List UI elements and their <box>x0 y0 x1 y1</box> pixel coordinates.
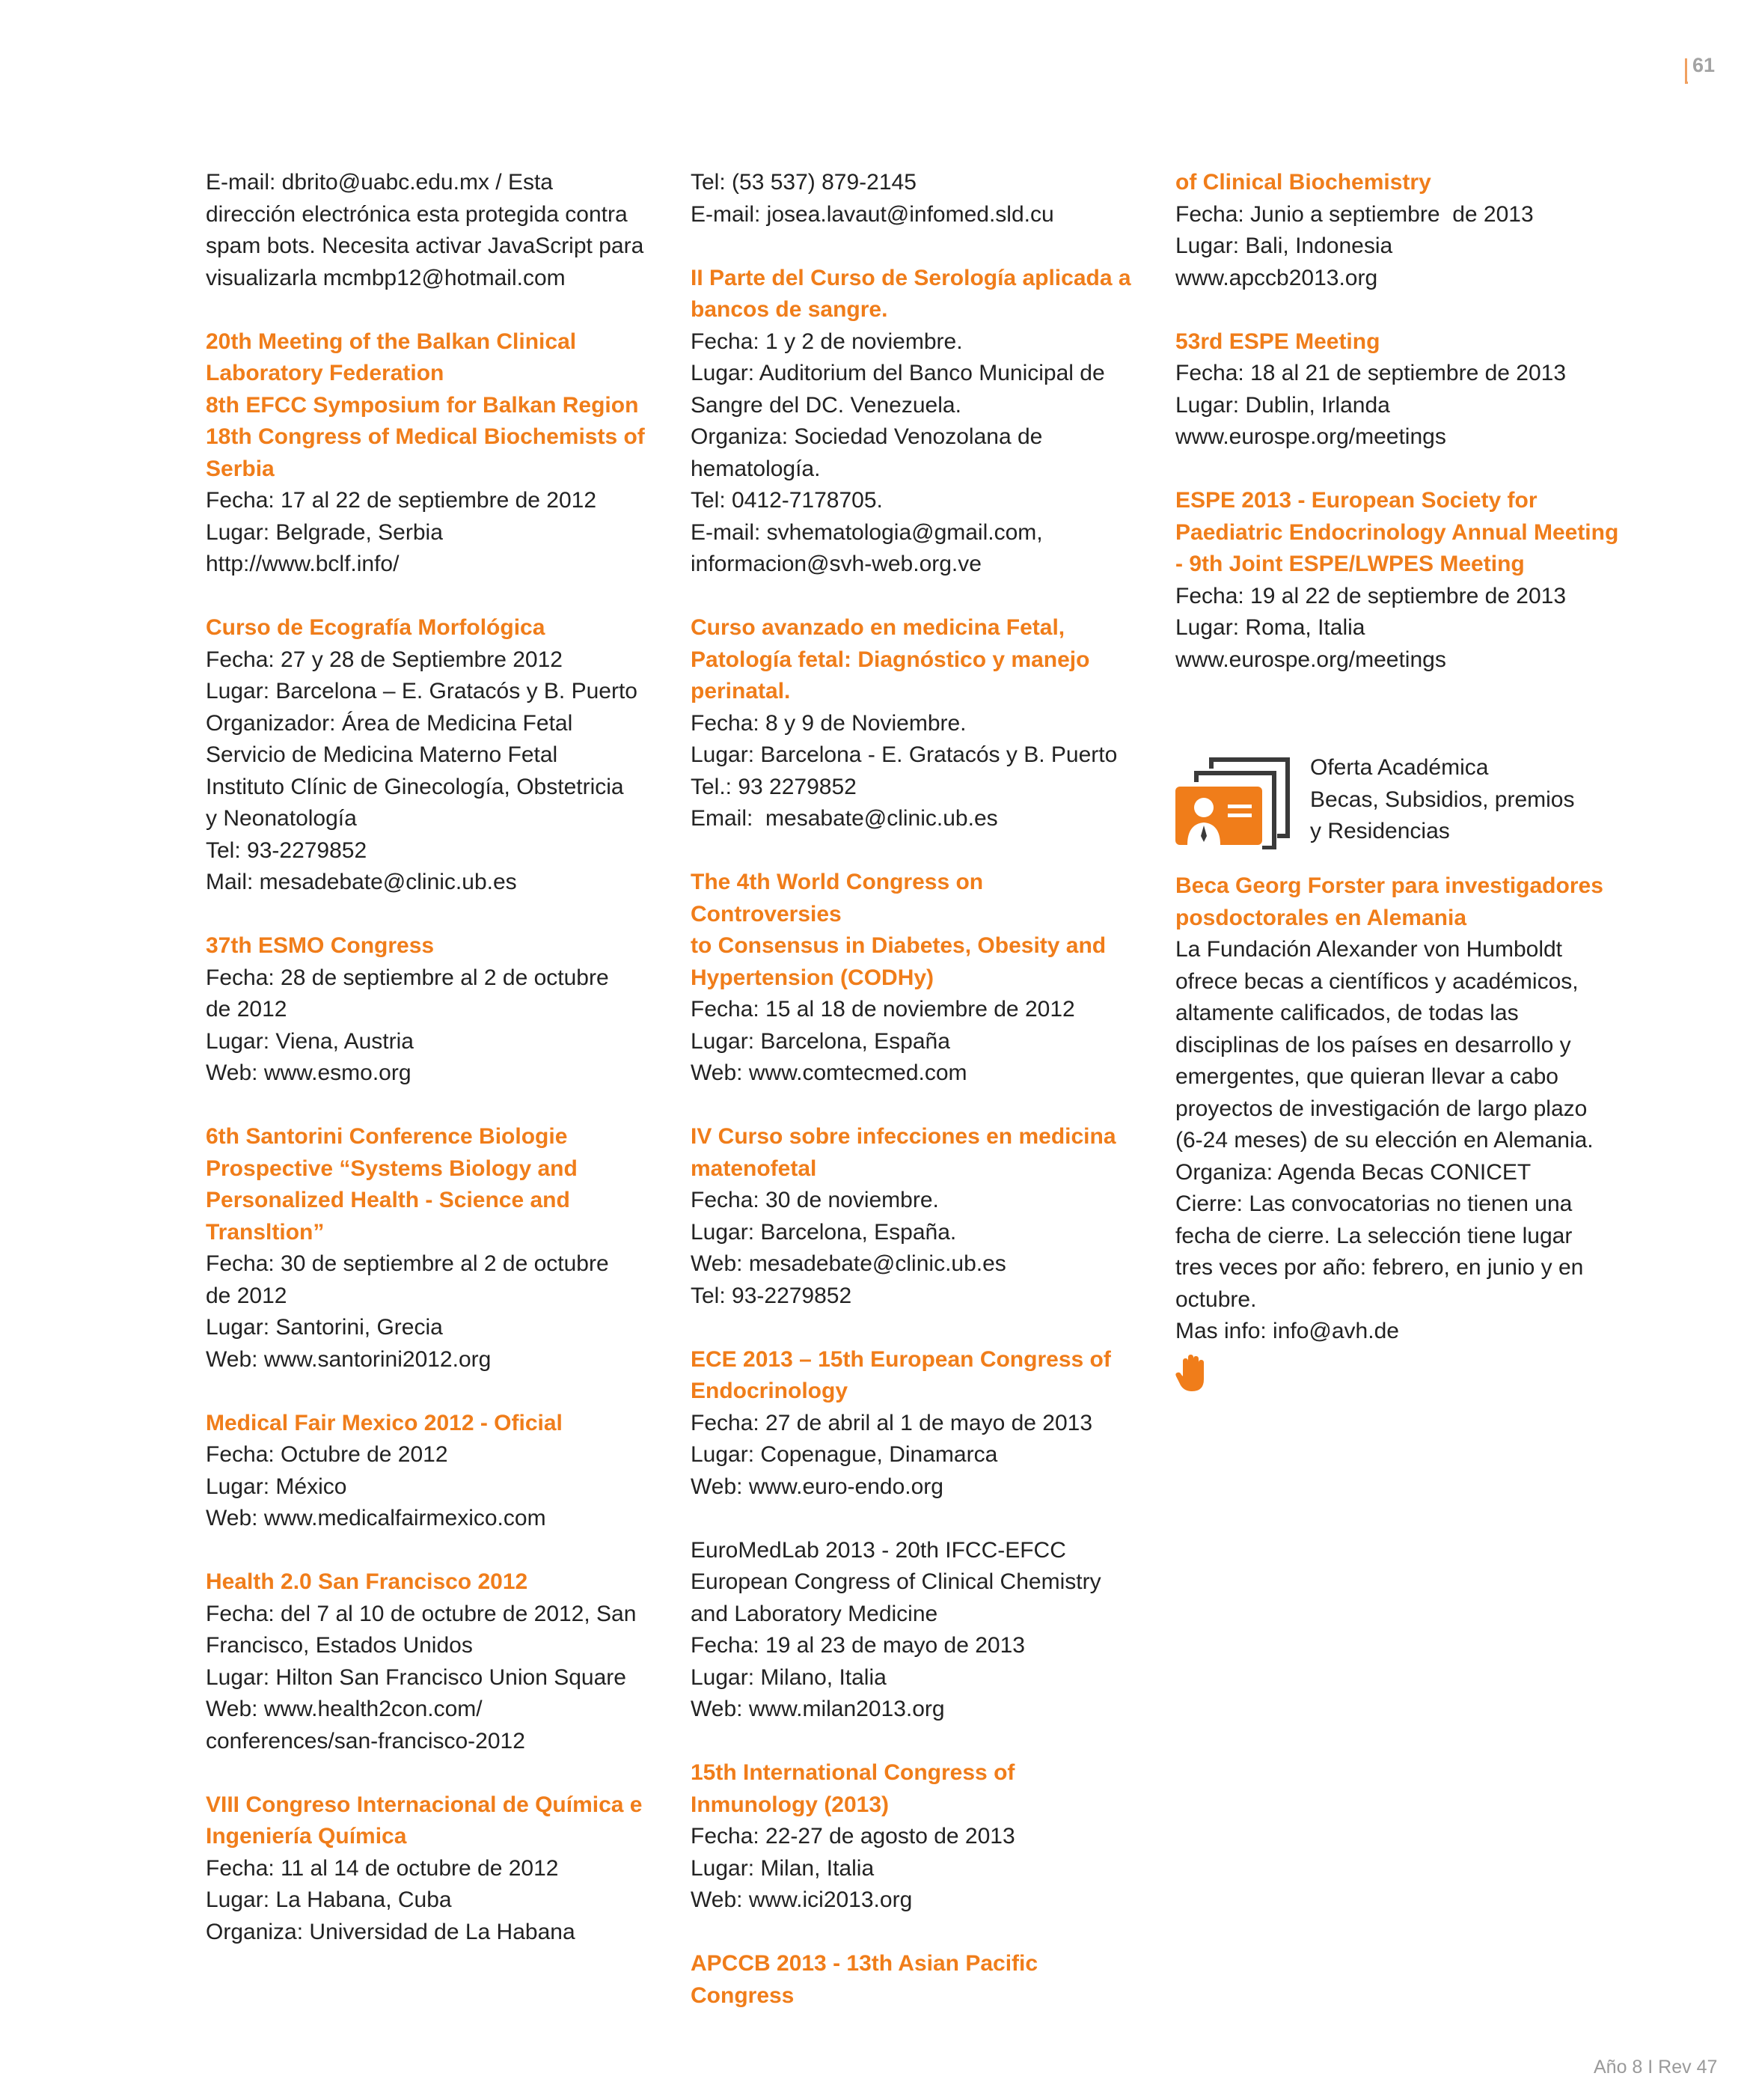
event-detail-line: Lugar: Milan, Italia <box>691 1855 875 1881</box>
offer-heading-line: Becas, Subsidios, premios <box>1310 787 1575 812</box>
event-detail-line: Fecha: 19 al 23 de mayo de 2013 <box>691 1633 1025 1658</box>
event-title <box>206 1408 655 1440</box>
event-title-line: Personalized Health - Science and <box>206 1188 570 1212</box>
event-title-line: Laboratory Federation <box>206 361 444 385</box>
event-title-line: Medical Fair Mexico 2012 - Oficial <box>206 1410 563 1435</box>
event-detail-line: Lugar: Roma, Italia <box>1175 615 1365 640</box>
event-detail-line: Tel: 93-2279852 <box>691 1283 852 1308</box>
event-detail-line: Mail: mesadebate@clinic.ub.es <box>206 870 517 894</box>
event-details <box>691 326 1139 581</box>
event-title-line: - 9th Joint ESPE/LWPES Meeting <box>1175 552 1525 576</box>
event-detail-line: Web: www.comtecmed.com <box>691 1060 967 1085</box>
event-detail-line: informacion@svh-web.org.ve <box>691 552 982 576</box>
event-details <box>1175 581 1624 677</box>
event-title-line: Transltion” <box>206 1219 325 1245</box>
event-detail-line: Web: www.santorini2012.org <box>206 1346 492 1372</box>
event-details <box>691 994 1139 1090</box>
footer-issue: Año 8 I Rev 47 <box>1594 2057 1718 2078</box>
event-title <box>691 1121 1139 1185</box>
event-title-line: Hypertension (CODHy) <box>691 965 934 990</box>
event-detail-line: Email: mesabate@clinic.ub.es <box>691 806 998 831</box>
event-title-line: APCCB 2013 - 13th Asian Pacific Congress <box>691 1951 1044 2008</box>
offer-entry-line: proyectos de investigación de largo plazo <box>1175 1096 1588 1121</box>
event-detail-line: www.apccb2013.org <box>1175 265 1378 290</box>
event-entry <box>206 1789 655 1949</box>
event-title <box>206 1121 655 1248</box>
event-detail-line: Lugar: La Habana, Cuba <box>206 1887 452 1912</box>
event-entry <box>206 1121 655 1376</box>
event-details <box>691 167 1139 231</box>
event-title <box>691 612 1139 708</box>
offer-entry-line: Mas info: info@avh.de <box>1175 1319 1399 1343</box>
event-detail-line: Lugar: Barcelona, España. <box>691 1219 957 1245</box>
event-detail-line: Fecha: Junio a septiembre de 2013 <box>1175 201 1534 227</box>
event-detail-line: and Laboratory Medicine <box>691 1601 938 1626</box>
event-details <box>206 1248 655 1376</box>
event-title-line: perinatal. <box>691 679 791 703</box>
event-details <box>1175 358 1624 454</box>
event-title-line: matenofetal <box>691 1156 817 1181</box>
event-detail-line: Lugar: Barcelona – E. Gratacós y B. Puerto <box>206 679 637 703</box>
event-detail-line: Servicio de Medicina Materno Fetal <box>206 742 558 767</box>
offer-entry-line: fecha de cierre. La selección tiene lugar <box>1175 1223 1573 1248</box>
offer-heading <box>1310 752 1575 848</box>
event-detail-line: Lugar: Barcelona - E. Gratacós y B. Puerto <box>691 742 1118 767</box>
event-title <box>691 263 1139 326</box>
presentation-board-icon <box>1175 752 1295 849</box>
event-title-line: 8th EFCC Symposium for Balkan Region <box>206 392 639 418</box>
event-title-line: Curso avanzado en medicina Fetal, <box>691 615 1065 640</box>
event-detail-line: www.eurospe.org/meetings <box>1175 647 1446 672</box>
event-title <box>691 867 1139 994</box>
event-details <box>206 962 655 1090</box>
event-detail-line: Tel: 93-2279852 <box>206 837 367 863</box>
event-detail-line: Fecha: 28 de septiembre al 2 de octubre <box>206 965 609 990</box>
event-title <box>1175 485 1624 581</box>
event-detail-line: Francisco, Estados Unidos <box>206 1633 473 1658</box>
event-entry <box>1175 485 1624 676</box>
event-entry <box>206 1408 655 1535</box>
event-detail-line: Lugar: México <box>206 1474 347 1499</box>
event-title-line: Prospective “Systems Biology and <box>206 1156 578 1181</box>
event-entry <box>206 930 655 1090</box>
event-entry <box>691 867 1139 1090</box>
column-3-entries <box>1175 167 1624 676</box>
event-title <box>1175 167 1624 199</box>
event-entry <box>206 612 655 899</box>
event-detail-line: Lugar: Dublin, Irlanda <box>1175 392 1390 418</box>
column-3 <box>1175 167 1624 1424</box>
event-title-line: Inmunology (2013) <box>691 1792 890 1817</box>
event-entry <box>691 1948 1139 2012</box>
offer-entry-line: Cierre: Las convocatorias no tienen una <box>1175 1191 1573 1216</box>
event-detail-line: European Congress of Clinical Chemistry <box>691 1569 1101 1594</box>
event-detail-line: Instituto Clínic de Ginecología, Obstetricia <box>206 774 624 799</box>
event-title <box>1175 326 1624 358</box>
event-detail-line: Web: www.health2con.com/ <box>206 1697 483 1721</box>
event-title-line: 37th ESMO Congress <box>206 933 435 958</box>
event-detail-line: Web: www.milan2013.org <box>691 1697 945 1721</box>
event-detail-line: Fecha: 17 al 22 de septiembre de 2012 <box>206 488 597 513</box>
event-title <box>691 1948 1139 2012</box>
offer-entry-line: disciplinas de los países en desarrollo y <box>1175 1032 1571 1057</box>
event-title <box>691 1344 1139 1408</box>
event-detail-line: http://www.bclf.info/ <box>206 552 400 576</box>
column-1 <box>206 167 655 1980</box>
event-detail-line: Organiza: Sociedad Venozolana de <box>691 424 1043 449</box>
event-detail-line: Lugar: Viena, Austria <box>206 1028 414 1054</box>
event-detail-line: Fecha: 27 y 28 de Septiembre 2012 <box>206 647 563 672</box>
event-details <box>206 1853 655 1949</box>
event-detail-line: Lugar: Auditorium del Banco Municipal de <box>691 361 1105 385</box>
event-title-line: ESPE 2013 - European Society for <box>1175 488 1538 513</box>
event-detail-line: Tel: 0412-7178705. <box>691 488 883 513</box>
event-title <box>206 612 655 644</box>
event-title <box>206 1566 655 1599</box>
event-details <box>206 167 655 294</box>
event-detail-line: Organizador: Área de Medicina Fetal <box>206 710 573 736</box>
event-title-line: to Consensus in Diabetes, Obesity and <box>691 933 1107 958</box>
event-title-line: bancos de sangre. <box>691 297 888 322</box>
event-detail-line: Fecha: 8 y 9 de Noviembre. <box>691 710 967 736</box>
offer-entry-body <box>1175 934 1624 1348</box>
event-detail-line: Fecha: 30 de septiembre al 2 de octubre <box>206 1251 609 1276</box>
event-details <box>691 1535 1139 1726</box>
event-title-line: IV Curso sobre infecciones en medicina <box>691 1124 1116 1149</box>
event-details <box>206 1599 655 1758</box>
offer-entry-line: ofrece becas a científicos y académicos, <box>1175 968 1579 994</box>
event-detail-line: Tel: (53 537) 879-2145 <box>691 170 917 195</box>
offer-heading-line: Oferta Académica <box>1310 755 1489 780</box>
event-detail-line: Fecha: 11 al 14 de octubre de 2012 <box>206 1855 559 1881</box>
event-detail-line: Fecha: 27 de abril al 1 de mayo de 2013 <box>691 1410 1093 1435</box>
event-detail-line: Tel.: 93 2279852 <box>691 774 857 799</box>
column-2 <box>691 167 1139 2044</box>
offer-entry-line: octubre. <box>1175 1286 1257 1312</box>
event-details <box>691 1185 1139 1312</box>
event-title-line: Patología fetal: Diagnóstico y manejo <box>691 647 1090 672</box>
event-title <box>206 1789 655 1853</box>
event-title-line: VIII Congreso Internacional de Química e <box>206 1792 643 1817</box>
offer-heading-line: y Residencias <box>1310 819 1450 843</box>
event-details <box>1175 199 1624 295</box>
event-detail-line: www.eurospe.org/meetings <box>1175 424 1446 449</box>
event-detail-line: Web: www.ici2013.org <box>691 1887 913 1912</box>
event-title-line: Serbia <box>206 456 275 481</box>
event-details <box>691 708 1139 835</box>
event-entry <box>691 1344 1139 1504</box>
event-entry <box>206 167 655 294</box>
event-detail-line: Fecha: Octubre de 2012 <box>206 1442 448 1467</box>
event-detail-line: Lugar: Hilton San Francisco Union Square <box>206 1664 626 1690</box>
event-details <box>691 1821 1139 1917</box>
event-entry <box>691 612 1139 835</box>
event-detail-line: de 2012 <box>206 1283 287 1308</box>
event-detail-line: Fecha: 30 de noviembre. <box>691 1188 939 1212</box>
event-details <box>206 485 655 581</box>
event-entry <box>691 1757 1139 1917</box>
offer-entry-line: Organiza: Agenda Becas CONICET <box>1175 1159 1532 1185</box>
event-title-line: 20th Meeting of the Balkan Clinical <box>206 329 577 354</box>
event-entry <box>206 326 655 581</box>
event-detail-line: E-mail: svhematologia@gmail.com, <box>691 519 1043 545</box>
event-entry <box>691 1535 1139 1726</box>
event-entry <box>691 263 1139 581</box>
event-title-line: Paediatric Endocrinology Annual Meeting <box>1175 519 1619 545</box>
event-entry <box>1175 167 1624 294</box>
event-detail-line: E-mail: josea.lavaut@infomed.sld.cu <box>691 201 1054 227</box>
event-detail-line: EuroMedLab 2013 - 20th IFCC-EFCC <box>691 1537 1066 1563</box>
event-title-line: The 4th World Congress on Controversies <box>691 870 990 927</box>
event-title-line: 18th Congress of Medical Biochemists of <box>206 424 645 449</box>
event-detail-line: Lugar: Copenague, Dinamarca <box>691 1442 998 1467</box>
event-detail-line: visualizarla mcmbp12@hotmail.com <box>206 265 566 290</box>
event-title-line: Health 2.0 San Francisco 2012 <box>206 1569 528 1594</box>
event-detail-line: Lugar: Barcelona, España <box>691 1028 950 1054</box>
entry-title-line: posdoctorales en Alemania <box>1175 905 1467 930</box>
offer-entry-line: tres veces por año: febrero, en junio y en <box>1175 1255 1584 1280</box>
event-entry <box>206 1566 655 1757</box>
event-detail-line: Web: www.euro-endo.org <box>691 1474 943 1499</box>
event-detail-line: Web: www.medicalfairmexico.com <box>206 1506 546 1530</box>
event-title-line: ECE 2013 – 15th European Congress of <box>691 1346 1111 1372</box>
event-title-line: 6th Santorini Conference Biologie <box>206 1124 568 1149</box>
event-detail-line: y Neonatología <box>206 806 357 831</box>
event-title <box>206 326 655 486</box>
event-details <box>206 644 655 899</box>
offer-entry-title <box>1175 870 1624 934</box>
event-detail-line: dirección electrónica esta protegida contra <box>206 201 628 227</box>
event-entry <box>691 1121 1139 1312</box>
event-title-line: Ingeniería Química <box>206 1824 407 1849</box>
event-detail-line: Web: www.esmo.org <box>206 1060 412 1085</box>
event-detail-line: Lugar: Belgrade, Serbia <box>206 519 443 545</box>
event-detail-line: Lugar: Santorini, Grecia <box>206 1315 443 1340</box>
event-detail-line: hematología. <box>691 456 821 481</box>
event-detail-line: de 2012 <box>206 997 287 1022</box>
event-detail-line: Lugar: Milano, Italia <box>691 1664 887 1690</box>
event-detail-line: Fecha: 18 al 21 de septiembre de 2013 <box>1175 361 1567 385</box>
event-title-line: 15th International Congress of <box>691 1760 1015 1785</box>
event-title-line: II Parte del Curso de Serología aplicada a <box>691 265 1131 290</box>
event-detail-line: Lugar: Bali, Indonesia <box>1175 233 1393 258</box>
event-detail-line: spam bots. Necesita activar JavaScript para <box>206 233 644 258</box>
event-title <box>691 1757 1139 1821</box>
event-details <box>206 1439 655 1535</box>
event-entry <box>1175 326 1624 454</box>
event-detail-line: Fecha: 15 al 18 de noviembre de 2012 <box>691 997 1075 1022</box>
offer-entry-line: altamente calificados, de todas las <box>1175 1001 1519 1025</box>
event-detail-line: Fecha: 1 y 2 de noviembre. <box>691 329 963 354</box>
offer-section-header <box>1175 751 1624 855</box>
offer-entry-line: emergentes, que quieran llevar a cabo <box>1175 1064 1558 1089</box>
event-details <box>691 1408 1139 1504</box>
event-detail-line: Organiza: Universidad de La Habana <box>206 1919 575 1944</box>
event-title <box>206 930 655 962</box>
hand-stop-icon <box>1175 1354 1208 1393</box>
page-number: 61 <box>1685 54 1737 77</box>
entry-title-line: Beca Georg Forster para investigadores <box>1175 873 1603 898</box>
event-entry <box>691 167 1139 231</box>
event-detail-line: E-mail: dbrito@uabc.edu.mx / Esta <box>206 170 553 195</box>
event-title-line: 53rd ESPE Meeting <box>1175 329 1380 354</box>
event-detail-line: Fecha: del 7 al 10 de octubre de 2012, San <box>206 1601 637 1626</box>
offer-entry <box>1175 870 1624 1393</box>
offer-entry-line: (6-24 meses) de su elección en Alemania. <box>1175 1128 1594 1153</box>
event-title-line: Endocrinology <box>691 1379 848 1403</box>
event-title-line: Curso de Ecografía Morfológica <box>206 615 545 640</box>
event-detail-line: Fecha: 22-27 de agosto de 2013 <box>691 1824 1015 1849</box>
offer-entry-line: La Fundación Alexander von Humboldt <box>1175 937 1563 962</box>
event-title-line: of Clinical Biochemistry <box>1175 170 1431 195</box>
event-detail-line: conferences/san-francisco-2012 <box>206 1728 525 1753</box>
event-detail-line: Sangre del DC. Venezuela. <box>691 392 961 418</box>
event-detail-line: Web: mesadebate@clinic.ub.es <box>691 1251 1006 1276</box>
event-detail-line: Fecha: 19 al 22 de septiembre de 2013 <box>1175 583 1567 608</box>
